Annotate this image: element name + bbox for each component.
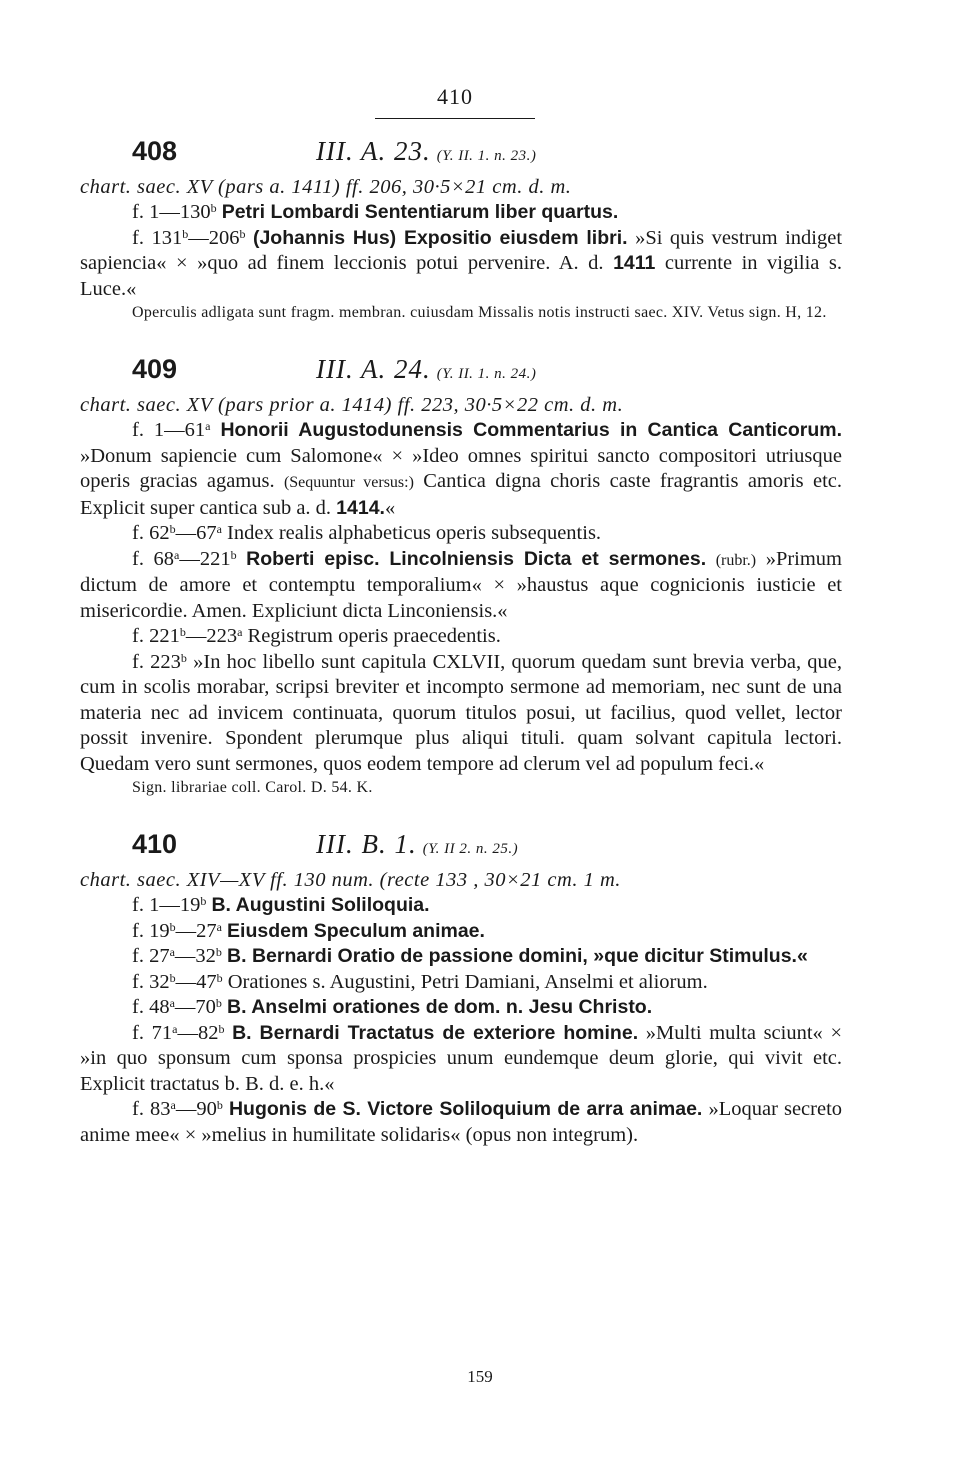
entry-408 [80, 136, 842, 324]
physical-description: chart. saec. XIV—XV ff. 130 num. (recte 133 , 30×21 cm. 1 m. [80, 869, 621, 891]
entry-410 [80, 829, 842, 1148]
old-signature: (Y. II 2. n. 25.) [422, 841, 519, 857]
old-signature: (Y. II. 1. n. 23.) [436, 148, 537, 164]
folio-item: f. 1—19$^b$ B. Augustini Soliloquia. [132, 894, 430, 916]
folio-item: f. 32$^b$—47$^b$ Orationes s. Augustini, Petri Damiani, Anselmi et aliorum. [132, 970, 708, 993]
library-sign-note: Sign. librariae coll. Carol. D. 54. K. [132, 779, 373, 796]
folio-item: f. 48$^a$—70$^b$ B. Anselmi orationes de dom. n. Jesu Christo. [132, 996, 653, 1018]
physical-description: chart. saec. XV (pars prior a. 1414) ff. 223, 30·5×22 cm. d. m. [80, 394, 624, 416]
page-number: 410 [375, 84, 535, 119]
folio-item: f. 223$^b$ »In hoc libello sunt capitula CXLVII, quorum quedam sunt brevia verba, que, cum in scolis morabar, scripsi breviter et incompto sermone ad memoriam, nec sunt de una materia nec ad invicem continuata, quorum titulos posui, ut facilius, quod vellet, lector possit invenire. Spondent plerumque plus aliqui tituli. quam solvant capitula lectori. Quedam vero sunt sermones, quos eodem tempore ad clerum vel ad populum feci.« [80, 650, 843, 775]
entry-header [80, 136, 842, 174]
shelfmark: III. B. 1. (Y. II 2. n. 25.) [316, 829, 519, 859]
shelfmark: III. A. 24. (Y. II. 1. n. 24.) [316, 354, 537, 384]
entry-number: 410 [132, 829, 178, 859]
footer-page-number: 159 [467, 1367, 493, 1386]
old-signature: (Y. II. 1. n. 24.) [436, 366, 537, 382]
binding-note: Operculis adligata sunt fragm. membran. cuiusdam Missalis notis instructi saec. XIV. Vetus sign. H, 12. [132, 304, 827, 321]
folio-item: f. 1—61$^a$ Honorii Augustodunensis Commentarius in Cantica Canticorum. »Donum sapiencie cum Salomone« × »Ideo omnes spiritui sancto compositori utriusque operis gracias agamus. (Sequuntur versus:) Cantica digna choris caste fragrantis amoris etc. Explicit super cantica sub a. d. 1414.« [80, 419, 842, 519]
folio-item: f. 1—130$^b$ Petri Lombardi Sententiarum liber quartus. [132, 201, 619, 223]
entry-409 [80, 354, 842, 799]
catalogue-content [80, 136, 842, 1178]
shelfmark: III. A. 23. (Y. II. 1. n. 23.) [316, 136, 537, 166]
folio-item: f. 131$^b$—206$^b$ (Johannis Hus) Expositio eiusdem libri. »Si quis vestrum indiget sapiencia« × »quo ad finem leccionis potui pervenire. A. d. 1411 currente in vigilia s. Luce.« [80, 226, 843, 300]
folio-item: f. 68$^a$—221$^b$ Roberti episc. Lincolniensis Dicta et sermones. (rubr.) »Primum dictum de amore et contemptu temporalium« × »haustus aque cognicionis iusticie et misericordie. Amen. Expliciunt dicta Linconiensis.« [80, 547, 843, 622]
folio-item: f. 221$^b$—223$^a$ Registrum operis praecedentis. [132, 625, 501, 647]
folio-item: f. 83$^a$—90$^b$ Hugonis de S. Victore Soliloquium de arra animae. »Loquar secreto anime mee« × »melius in humilitate solidaris« (opus non integrum). [80, 1098, 843, 1146]
folio-item: f. 62$^b$—67$^a$ Index realis alphabeticus operis subsequentis. [132, 522, 602, 544]
entry-number: 409 [132, 354, 178, 384]
entry-header [80, 354, 842, 392]
folio-item: f. 27$^a$—32$^b$ B. Bernardi Oratio de passione domini, »que dicitur Stimulus.« [132, 945, 808, 967]
physical-description: chart. saec. XV (pars a. 1411) ff. 206, 30·5×21 cm. d. m. [80, 176, 572, 198]
folio-item: f. 71$^a$—82$^b$ B. Bernardi Tractatus de exteriore homine. »Multi multa sciunt« × »in quo sponsum cum sponsa prospicies unum eundemque deum glorie, qui vivit etc. Explicit tractatus b. B. d. e. h.« [80, 1021, 843, 1095]
entry-number: 408 [132, 136, 178, 166]
folio-item: f. 19$^b$—27$^a$ Eiusdem Speculum animae. [132, 919, 485, 942]
entry-header [80, 829, 842, 867]
